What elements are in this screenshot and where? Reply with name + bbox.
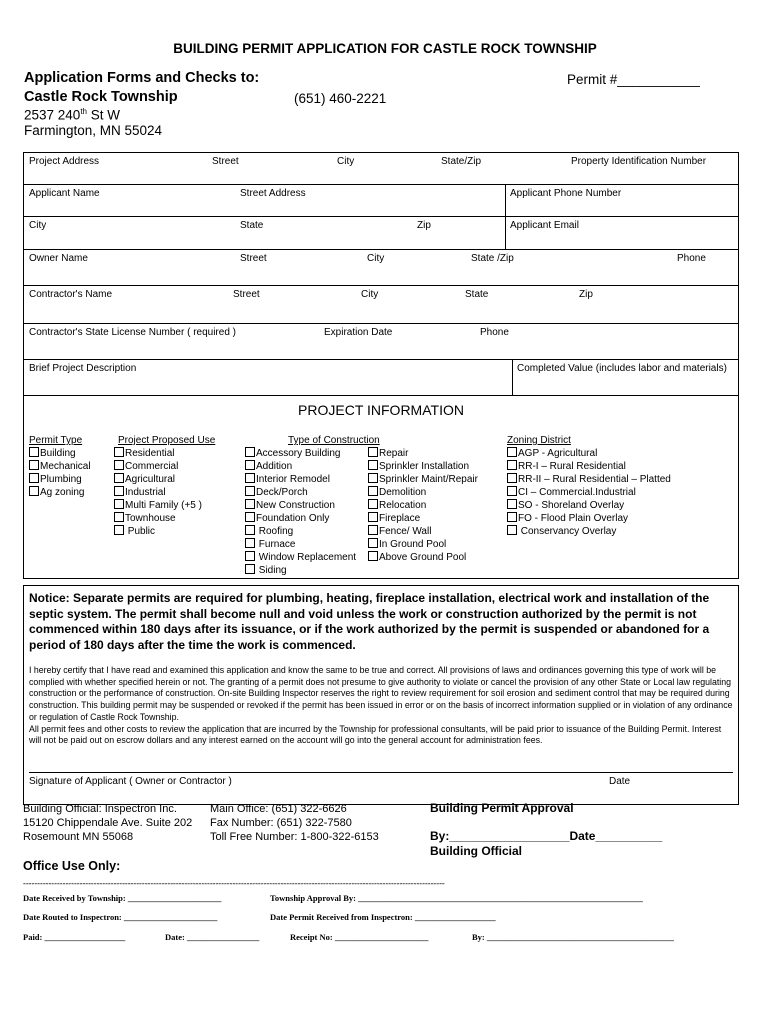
office-use-heading: Office Use Only: xyxy=(23,859,121,873)
zoning-district-option[interactable] xyxy=(507,447,671,460)
proposed-use-option[interactable] xyxy=(114,525,215,538)
construction-type-option-label: Demolition xyxy=(379,487,427,498)
checkbox[interactable] xyxy=(507,473,517,483)
checkbox[interactable] xyxy=(507,525,517,535)
paid-field[interactable]: Paid: ___________________ xyxy=(23,932,126,942)
checkbox[interactable] xyxy=(368,538,378,548)
phone-label: Phone xyxy=(677,253,706,264)
construction-type-option-label: Interior Remodel xyxy=(256,474,330,485)
divider xyxy=(505,185,506,216)
construction-type-option[interactable] xyxy=(245,551,380,564)
applicant-phone-label: Applicant Phone Number xyxy=(510,188,622,199)
construction-type-option-label: In Ground Pool xyxy=(379,539,447,550)
city-label: City xyxy=(337,156,355,167)
proposed-use-option-label: Agricultural xyxy=(125,474,176,485)
signature-line[interactable] xyxy=(29,772,733,773)
permit-type-option[interactable] xyxy=(29,486,91,499)
date-permit-received-field[interactable]: Date Permit Received from Inspectron: ___________________ xyxy=(270,912,496,922)
project-address-row[interactable] xyxy=(24,153,738,185)
city-label: City xyxy=(29,220,47,231)
checkbox[interactable] xyxy=(507,486,517,496)
proposed-use-option[interactable] xyxy=(114,486,215,499)
proposed-use-option[interactable] xyxy=(114,512,215,525)
proposed-use-option-label: Public xyxy=(125,526,156,537)
street-address-label: Street Address xyxy=(240,188,306,199)
permit-type-option[interactable] xyxy=(29,447,91,460)
notice-text: Notice: Separate permits are required for plumbing, heating, fireplace installation, electrical work and installation of the septic system. The permit shall become null and void unless the work or construction authorized by the permit is not commenced within 180 days after its issuance, or if the work authorized by the permit is suspended or abandoned for a period of 180 days after the time the work is commenced. xyxy=(29,591,710,652)
zoning-district-option[interactable] xyxy=(507,473,671,486)
construction-type-option[interactable] xyxy=(245,564,380,577)
construction-heading: Type of Construction xyxy=(288,435,380,446)
checkbox[interactable] xyxy=(245,473,255,483)
fees-paragraph: All permit fees and other costs to review the application that are incurred by the Township for professional consultants, will be paid prior to issuance of the Building Permit. Interest will not be paid out on escrow dollars and any interest earned on the account will go into the general account for administration fees. xyxy=(29,723,722,746)
proposed-use-heading: Project Proposed Use xyxy=(118,435,216,446)
checkbox[interactable] xyxy=(368,551,378,561)
owner-row[interactable] xyxy=(24,250,738,286)
construction-type-option-label: Sprinkler Maint/Repair xyxy=(379,474,478,485)
checkbox[interactable] xyxy=(245,538,255,548)
signature-label: Signature of Applicant ( Owner or Contractor ) xyxy=(29,776,232,787)
checkbox[interactable] xyxy=(29,447,39,457)
checkbox[interactable] xyxy=(245,564,255,574)
zoning-district-option-label: FO - Flood Plain Overlay xyxy=(518,513,629,524)
expiration-label: Expiration Date xyxy=(324,327,393,338)
pid-label: Property Identification Number xyxy=(571,156,707,167)
date-label: Date xyxy=(609,776,631,787)
zoning-district-option-label: RR-II – Rural Residential – Platted xyxy=(518,474,671,485)
proposed-use-option-label: Residential xyxy=(125,448,175,459)
construction-type-option[interactable] xyxy=(368,525,478,538)
permit-type-option-label: Ag zoning xyxy=(40,487,85,498)
applicant-city-row[interactable] xyxy=(24,217,738,250)
construction-type-option[interactable] xyxy=(245,486,380,499)
construction-type-option[interactable] xyxy=(245,460,380,473)
proposed-use-option-label: Commercial xyxy=(125,461,179,472)
project-information-section xyxy=(23,396,739,579)
permit-approval-heading: Building Permit Approval xyxy=(430,801,574,815)
city-label: City xyxy=(367,253,385,264)
contractor-row[interactable] xyxy=(24,286,738,324)
construction-type-option-label: Above Ground Pool xyxy=(379,552,467,563)
permit-type-column xyxy=(29,435,91,499)
by-field[interactable]: By: ____________________________________________ xyxy=(472,932,674,942)
applicant-info-grid xyxy=(23,152,739,396)
applicant-email-label: Applicant Email xyxy=(510,220,579,231)
phone-label: Phone xyxy=(480,327,509,338)
checkbox[interactable] xyxy=(507,512,517,522)
approval-by-line[interactable]: By:__________________Date__________ xyxy=(430,829,663,843)
zoning-district-option[interactable] xyxy=(507,460,671,473)
construction-type-option-label: Fireplace xyxy=(379,513,421,524)
project-information-heading: PROJECT INFORMATION xyxy=(298,402,464,418)
checkbox[interactable] xyxy=(29,486,39,496)
state-label: State xyxy=(240,220,264,231)
checkbox[interactable] xyxy=(29,460,39,470)
proposed-use-option[interactable] xyxy=(114,460,215,473)
receipt-field[interactable]: Receipt No: ______________________ xyxy=(290,932,429,942)
checkbox[interactable] xyxy=(114,460,124,470)
certification-paragraph: I hereby certify that I have read and examined this application and know the same to be true and correct. All provisions of laws and ordinances governing this type of work will be complied with whether specified herein or not. The granting of a permit does not presume to give authority to violate or cancel the provision of any other State or Local law regulating construction or the performance of construction. On-site Building Inspector reserves the right to review requirement for soil erosion and sediment control that may be required during construction. This building permit may be suspended or revoked if the permit has been issued in error or on the basis of incorrect information supplied or in violation of any ordinance or regulation of Castle Rock Township. xyxy=(29,665,733,722)
checkbox[interactable] xyxy=(368,525,378,535)
proposed-use-option[interactable] xyxy=(114,499,215,512)
zoning-district-option[interactable] xyxy=(507,512,671,525)
construction-type-option-label: Fence/ Wall xyxy=(379,526,432,537)
checkbox[interactable] xyxy=(507,447,517,457)
license-row[interactable] xyxy=(24,324,738,360)
certification-text xyxy=(29,665,735,747)
construction-type-option[interactable] xyxy=(245,473,380,486)
state-zip-label: State/Zip xyxy=(441,156,482,167)
fax-number: Fax Number: (651) 322-7580 xyxy=(210,817,352,829)
state-label: State xyxy=(465,289,489,300)
construction-type-option[interactable] xyxy=(245,499,380,512)
checkbox[interactable] xyxy=(245,486,255,496)
date-field[interactable]: Date: _________________ xyxy=(165,932,260,942)
construction-type-option[interactable] xyxy=(245,538,380,551)
notice-section xyxy=(23,585,739,805)
official-contact-info xyxy=(210,802,379,844)
construction-type-option-label: Foundation Only xyxy=(256,513,330,524)
zoning-district-option[interactable] xyxy=(507,486,671,499)
permit-type-option-label: Plumbing xyxy=(40,474,82,485)
state-zip-label: State /Zip xyxy=(471,253,514,264)
construction-type-option-label: Accessory Building xyxy=(256,448,341,459)
construction-type-option[interactable] xyxy=(368,460,478,473)
form-title: BUILDING PERMIT APPLICATION FOR CASTLE ROCK TOWNSHIP xyxy=(173,41,597,56)
official-street: 15120 Chippendale Ave. Suite 202 xyxy=(23,817,193,829)
checkbox[interactable] xyxy=(368,473,378,483)
building-official-label: Building Official xyxy=(430,844,522,858)
applicant-name-label: Applicant Name xyxy=(29,188,100,199)
zoning-heading: Zoning District xyxy=(507,435,571,446)
permit-type-option[interactable] xyxy=(29,460,91,473)
permit-type-option-label: Building xyxy=(40,448,76,459)
construction-type-option[interactable] xyxy=(245,512,380,525)
construction-type-option[interactable] xyxy=(368,551,478,564)
checkbox[interactable] xyxy=(114,447,124,457)
checkbox[interactable] xyxy=(245,460,255,470)
city-label: City xyxy=(361,289,379,300)
construction-type-option-label: Deck/Porch xyxy=(256,487,308,498)
township-city: Farmington, MN 55024 xyxy=(24,123,163,138)
brief-description-label: Brief Project Description xyxy=(29,363,137,374)
construction-type-option[interactable] xyxy=(245,447,380,460)
proposed-use-option-label: Townhouse xyxy=(125,513,176,524)
official-name: Building Official: Inspectron Inc. xyxy=(23,803,177,815)
street-label: Street xyxy=(212,156,239,167)
building-official-info xyxy=(23,802,192,844)
zoning-district-option-label: SO - Shoreland Overlay xyxy=(518,500,625,511)
township-approval-field[interactable]: Township Approval By: ___________________________________________________________________ xyxy=(270,893,643,903)
checkbox[interactable] xyxy=(507,499,517,509)
construction-type-option[interactable] xyxy=(368,512,478,525)
construction-type-option-label: Furnace xyxy=(256,539,296,550)
township-address: 2537 240th St W xyxy=(24,107,120,123)
main-office-phone: Main Office: (651) 322-6626 xyxy=(210,803,347,815)
construction-type-option[interactable] xyxy=(368,538,478,551)
construction-type-option[interactable] xyxy=(368,486,478,499)
proposed-use-option-label: Industrial xyxy=(125,487,166,498)
proposed-use-option-label: Multi Family (+5 ) xyxy=(125,500,202,511)
divider xyxy=(512,360,513,395)
official-city: Rosemount MN 55068 xyxy=(23,831,134,843)
permit-type-heading: Permit Type xyxy=(29,435,83,446)
checkbox[interactable] xyxy=(368,486,378,496)
proposed-use-option[interactable] xyxy=(114,473,215,486)
checkbox[interactable] xyxy=(368,499,378,509)
owner-name-label: Owner Name xyxy=(29,253,88,264)
contractor-name-label: Contractor's Name xyxy=(29,289,113,300)
construction-type-option-label: New Construction xyxy=(256,500,335,511)
construction-type-option-label: Relocation xyxy=(379,500,427,511)
construction-column-b xyxy=(368,447,478,564)
date-routed-field[interactable]: Date Routed to Inspectron: ______________________ xyxy=(23,912,218,922)
construction-type-option-label: Window Replacement xyxy=(256,552,357,563)
construction-type-option-label: Repair xyxy=(379,448,409,459)
zoning-district-option[interactable] xyxy=(507,525,671,538)
permit-number: Permit #___________ xyxy=(567,72,700,87)
zoning-district-option-label: CI – Commercial.Industrial xyxy=(518,487,636,498)
forms-to-label: Application Forms and Checks to: xyxy=(24,70,260,86)
construction-type-option-label: Roofing xyxy=(256,526,294,537)
checkbox[interactable] xyxy=(114,525,124,535)
dashed-separator: ----------------------------------------------------------------------------------------------------------------------------------------------------- xyxy=(23,878,445,888)
construction-type-option[interactable] xyxy=(368,499,478,512)
checkbox[interactable] xyxy=(245,447,255,457)
project-address-label: Project Address xyxy=(29,156,100,167)
checkbox[interactable] xyxy=(368,447,378,457)
zoning-district-option-label: Conservancy Overlay xyxy=(518,526,617,537)
checkbox[interactable] xyxy=(114,473,124,483)
applicant-name-row[interactable] xyxy=(24,185,738,217)
construction-type-option[interactable] xyxy=(368,473,478,486)
zoning-district-option[interactable] xyxy=(507,499,671,512)
street-label: Street xyxy=(240,253,267,264)
checkbox[interactable] xyxy=(245,525,255,535)
checkbox[interactable] xyxy=(507,460,517,470)
construction-type-option-label: Sprinkler Installation xyxy=(379,461,470,472)
zoning-district-option-label: AGP - Agricultural xyxy=(518,448,598,459)
proposed-use-option[interactable] xyxy=(114,447,215,460)
checkbox[interactable] xyxy=(29,473,39,483)
proposed-use-column xyxy=(114,435,215,538)
township-phone: (651) 460-2221 xyxy=(294,91,387,106)
checkbox[interactable] xyxy=(245,512,255,522)
zip-label: Zip xyxy=(579,289,593,300)
checkbox[interactable] xyxy=(245,551,255,561)
zoning-column xyxy=(507,435,671,538)
construction-type-option[interactable] xyxy=(368,447,478,460)
construction-column-a xyxy=(245,435,380,577)
date-received-field[interactable]: Date Received by Township: ______________________ xyxy=(23,893,222,903)
checkbox[interactable] xyxy=(368,512,378,522)
license-label: Contractor's State License Number ( required ) xyxy=(29,327,236,338)
permit-type-option-label: Mechanical xyxy=(40,461,91,472)
permit-type-option[interactable] xyxy=(29,473,91,486)
construction-type-option-label: Siding xyxy=(256,565,287,576)
construction-type-option[interactable] xyxy=(245,525,380,538)
toll-free-number: Toll Free Number: 1-800-322-6153 xyxy=(210,831,379,843)
street-label: Street xyxy=(233,289,260,300)
completed-value-label: Completed Value (includes labor and materials) xyxy=(517,363,727,374)
divider xyxy=(505,217,506,249)
checkbox[interactable] xyxy=(245,499,255,509)
checkbox[interactable] xyxy=(114,486,124,496)
construction-type-option-label: Addition xyxy=(256,461,293,472)
description-row[interactable] xyxy=(24,360,738,395)
checkbox[interactable] xyxy=(114,499,124,509)
zip-label: Zip xyxy=(417,220,431,231)
checkbox[interactable] xyxy=(114,512,124,522)
zoning-district-option-label: RR-I – Rural Residential xyxy=(518,461,626,472)
township-name: Castle Rock Township xyxy=(24,89,178,105)
checkbox[interactable] xyxy=(368,460,378,470)
